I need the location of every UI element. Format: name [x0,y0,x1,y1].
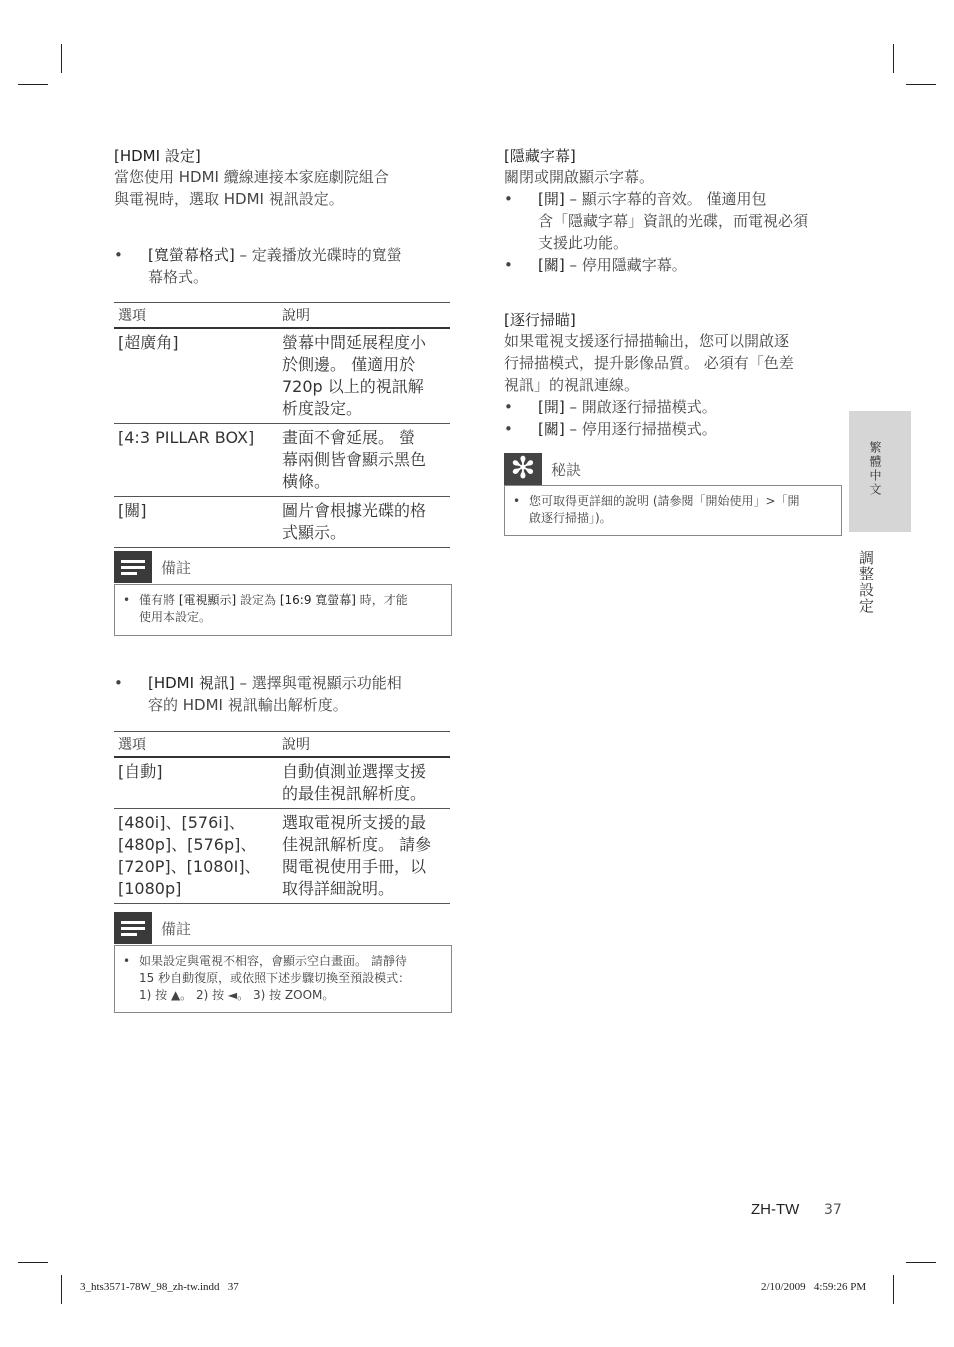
bullet: • [504,398,513,416]
table-header-option: 選項 [114,732,278,758]
wide-screen-format-term: [寬螢幕格式] [148,246,235,264]
section-label: 調整設定 [857,550,875,614]
note-text: 15 秒自動復原，或依照下述步驟切換至預設模式： [139,971,411,985]
table-row [114,328,450,424]
description-line: 橫條。 [282,472,331,491]
hdmi-video-term: [HDMI 視訊] [148,674,235,692]
option-text: 支援此功能。 [538,234,629,252]
description-cell [278,809,450,904]
wide-screen-format-text: – 定義播放光碟時的寬螢 [234,246,402,264]
note-label: 備註 [161,920,192,938]
table-row [114,757,450,809]
option-line: [480p]、[576p]、 [118,835,257,854]
tip-label: 秘訣 [551,461,582,479]
option-text: 含「隱藏字幕」資訊的光碟，而電視必須 [538,212,809,230]
option-text: – 開啟逐行掃描模式。 [564,398,717,416]
language-tab-label: 繁體中文 [868,441,882,497]
description-line: 自動偵測並選擇支援 [282,762,427,781]
option-term: [開] [538,190,565,208]
progressive-scan-description [504,330,841,396]
description-line: 如果電視支援逐行掃描輸出，您可以開啟逐 [504,332,790,350]
note-box [114,584,452,636]
bullet: • [114,246,123,264]
wide-screen-format-text: 幕格式。 [148,268,209,286]
crop-mark [893,1275,894,1304]
option-line: [1080p] [118,879,182,898]
note-text: 時，才能 [355,593,408,607]
note-term: [電視顯示] [178,593,237,607]
option-cell: [4:3 PILLAR BOX] [114,424,278,497]
description-line: 於側邊。 僅適用於 [282,355,416,374]
crop-mark [61,1275,62,1304]
table-row [114,424,450,497]
description-line: 選取電視所支援的最 [282,813,427,832]
bullet: • [114,674,123,692]
page-number: 37 [824,1202,842,1218]
table-row [114,809,450,904]
option-term: [關] [538,420,565,438]
table-row [114,497,450,548]
note-text: 僅有將 [139,593,179,607]
tip-icon: ✻ [504,453,542,485]
option-text: – 顯示字幕的音效。 僅適用包 [564,190,767,208]
table-header-description: 說明 [278,732,450,758]
description-cell [278,757,450,809]
table-header-option: 選項 [114,303,278,329]
bullet: • [504,256,513,274]
table-header-description: 說明 [278,303,450,329]
description-line: 行掃描模式，提升影像品質。 必須有「色差 [504,354,794,372]
option-text: – 停用逐行掃描模式。 [564,420,717,438]
description-line: 720p 以上的視訊解 [282,377,424,396]
tip-text: 啟逐行掃描」)。 [529,511,612,525]
option-line: [720P]、[1080I]、 [118,857,261,876]
print-timestamp: 2/10/2009 4:59:26 PM [761,1281,867,1293]
hdmi-description-line: 當您使用 HDMI 纜線連接本家庭劇院組合 [114,168,389,186]
option-cell [114,809,278,904]
crop-mark [61,44,62,73]
description-cell [278,328,450,424]
hdmi-video-text: 容的 HDMI 視訊輸出解析度。 [148,696,348,714]
language-code: ZH-TW [751,1201,800,1218]
option-term: [關] [538,256,565,274]
note-text: 使用本設定。 [139,610,212,624]
description-line: 閱電視使用手冊，以 [282,857,427,876]
note-icon [114,912,152,944]
description-line: 的最佳視訊解析度。 [282,784,427,803]
note-text: 如果設定與電視不相容，會顯示空白畫面。 請靜待 [139,954,407,968]
hdmi-description [114,166,451,210]
hdmi-settings-title: [HDMI 設定] [114,147,201,165]
bullet: • [504,420,513,438]
option-line: [自動] [118,762,163,781]
note-box [114,945,452,1013]
note-icon [114,551,152,583]
closed-caption-description: 關閉或開啟顯示字幕。 [504,168,655,186]
description-cell [278,424,450,497]
note-label: 備註 [161,559,192,577]
crop-mark [906,84,936,85]
option-cell [114,757,278,809]
crop-mark [18,84,48,85]
crop-mark [906,1262,936,1263]
description-line: 螢幕中間延展程度小 [282,333,427,352]
description-line: 式顯示。 [282,523,347,542]
hdmi-video-text: – 選擇與電視顯示功能相 [234,674,402,692]
option-line: [480i]、[576i]、 [118,813,245,832]
description-line: 視訊」的視訊連線。 [504,376,640,394]
closed-caption-title: [隱藏字幕] [504,147,576,165]
hdmi-video-options-table [114,731,450,904]
crop-mark [18,1262,48,1263]
crop-mark [893,44,894,73]
description-line: 圖片會根據光碟的格 [282,501,427,520]
description-cell [278,497,450,548]
bullet: • [123,593,131,607]
language-tab [849,411,911,532]
bullet: • [504,190,513,208]
option-cell: [關] [114,497,278,548]
bullet: • [513,494,521,508]
option-term: [開] [538,398,565,416]
description-line: 佳視訊解析度。 請參 [282,835,432,854]
option-text: – 停用隱藏字幕。 [564,256,687,274]
tip-box [504,485,842,536]
file-name: 3_hts3571-78W_98_zh-tw.indd 37 [80,1281,239,1293]
option-cell: [超廣角] [114,328,278,424]
hdmi-description-line: 與電視時，選取 HDMI 視訊設定。 [114,190,344,208]
tip-text: 您可取得更詳細的說明 (請參閱「開始使用」>「開 [529,494,800,508]
note-text: 設定為 [236,593,280,607]
description-line: 析度設定。 [282,399,363,418]
progressive-scan-title: [逐行掃瞄] [504,311,576,329]
description-line: 幕兩側皆會顯示黑色 [282,450,427,469]
description-line: 畫面不會延展。 螢 [282,428,416,447]
note-term: [16:9 寬螢幕] [279,593,356,607]
bullet: • [123,954,131,968]
wide-screen-options-table [114,302,450,548]
description-line: 取得詳細說明。 [282,879,395,898]
note-text: 1) 按 ▲。 2) 按 ◄。 3) 按 ZOOM。 [139,988,335,1002]
